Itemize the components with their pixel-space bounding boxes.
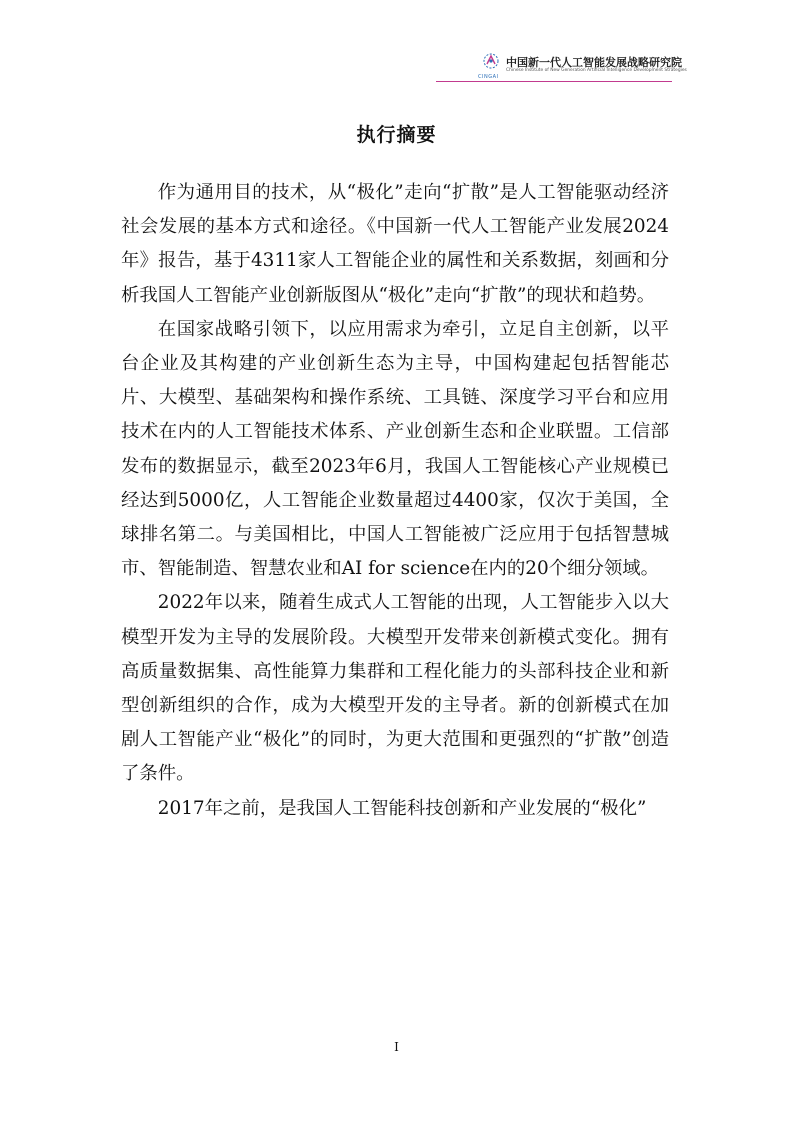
header [430, 52, 685, 82]
logo-text: CINGAI [478, 74, 499, 80]
org-name-cn: 中国新一代人工智能发展战略研究院 [506, 56, 682, 69]
paragraph: 在国家战略引领下，以应用需求为牵引，立足自主创新，以平台企业及其构建的产业创新生态为主导，中国构建起包括智能芯片、大模型、基础架构和操作系统、工具链、深度学习平台和应用技术在内的人工智能技术体系、产业创新生态和企业联盟。工信部发布的数据显示，截至2023年6月，我国人工智能核心产业规模已经达到5000亿，人工智能企业数量超过4400家，仅次于美国，全球排名第二。与美国相比，中国人工智能被广泛应用于包括智慧城市、智能制造、智慧农业和AI for science在内的20个细分领域。 [121, 318, 669, 580]
page-title: 执行摘要 [356, 124, 437, 146]
paragraph: 2017年之前，是我国人工智能科技创新和产业发展的“极化” [157, 797, 647, 819]
paragraph: 作为通用目的技术，从“极化”走向“扩散”是人工智能驱动经济社会发展的基本方式和途径。《中国新一代人工智能产业发展2024年》报告，基于4311家人工智能企业的属性和关系数据，刻画和分析我国人工智能产业创新版图从“极化”走向“扩散”的现状和趋势。 [121, 182, 669, 306]
header-rule [436, 81, 672, 82]
paragraph: 2022年以来，随着生成式人工智能的出现，人工智能步入以大模型开发为主导的发展阶段。大模型开发带来创新模式变化。拥有高质量数据集、高性能算力集群和工程化能力的头部科技企业和新型创新组织的合作，成为大模型开发的主导者。新的创新模式在加剧人工智能产业“极化”的同时，为更大范围和更强烈的“扩散”创造了条件。 [121, 592, 669, 785]
institute-logo-icon [480, 52, 502, 74]
org-name-en: Chinese Institute of New Generation Artificial Intelligence Development Strategies [506, 68, 687, 73]
page-number: I [394, 1040, 399, 1054]
document-body [121, 176, 669, 826]
